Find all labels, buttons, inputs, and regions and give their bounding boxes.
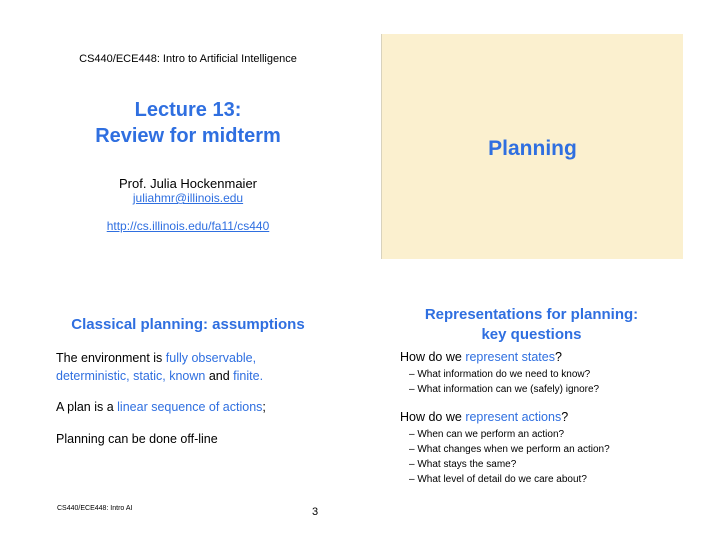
question-states [400,350,562,364]
q1-prefix: How do we [400,350,466,364]
q1-sub-item: – What information do we need to know? [409,369,591,380]
section-slide-planning [381,34,683,259]
q2-sub-item: – When can we perform an action? [409,429,565,440]
lecture-title-line1: Lecture 13: [134,99,242,121]
q1-highlight: represent states [465,350,555,364]
slide-title-assumptions: Classical planning: assumptions [71,316,305,333]
page-number: 3 [312,506,319,518]
env-prefix: The environment is [56,351,166,365]
question-actions [400,410,568,424]
author-name: Prof. Julia Hockenmaier [119,176,257,191]
plan-highlight: linear sequence of actions [117,400,263,414]
q2-highlight: represent actions [465,410,562,424]
plan-suffix: ; [262,400,266,414]
q2-sub-item: – What stays the same? [409,459,517,470]
plan-prefix: A plan is a [56,400,118,414]
q1-suffix: ? [554,350,562,364]
rep-title-line1: Representations for planning: [424,306,639,323]
q2-suffix: ? [561,410,569,424]
author-email-link[interactable] [0,191,376,205]
lecture-title [0,97,376,149]
env-highlight-2: deterministic, static, known [56,369,206,383]
q1-sub-item: – What information can we (safely) ignore? [409,384,600,395]
section-title: Planning [488,137,577,160]
email-link-text[interactable]: juliahmr@illinois.edu [132,191,244,205]
env-and: and [205,369,234,383]
assumption-environment [56,349,356,385]
q2-sub-item: – What level of detail do we care about? [409,474,587,485]
env-highlight-1: fully observable, [165,351,257,365]
course-title: CS440/ECE448: Intro to Artificial Intelligence [79,53,297,65]
q2-sub-item: – What changes when we perform an action? [409,444,610,455]
rep-title-line2: key questions [481,326,582,343]
slide-footer: CS440/ECE448: Intro AI [57,505,133,512]
url-link-text[interactable]: http://cs.illinois.edu/fa11/cs440 [106,219,270,233]
course-url-link[interactable] [0,219,376,233]
slide-title-representations [381,305,682,345]
lecture-title-line2: Review for midterm [95,125,281,147]
env-highlight-3: finite. [233,369,264,383]
q2-prefix: How do we [400,410,466,424]
assumption-offline: Planning can be done off-line [56,432,218,446]
assumption-plan [56,398,356,416]
